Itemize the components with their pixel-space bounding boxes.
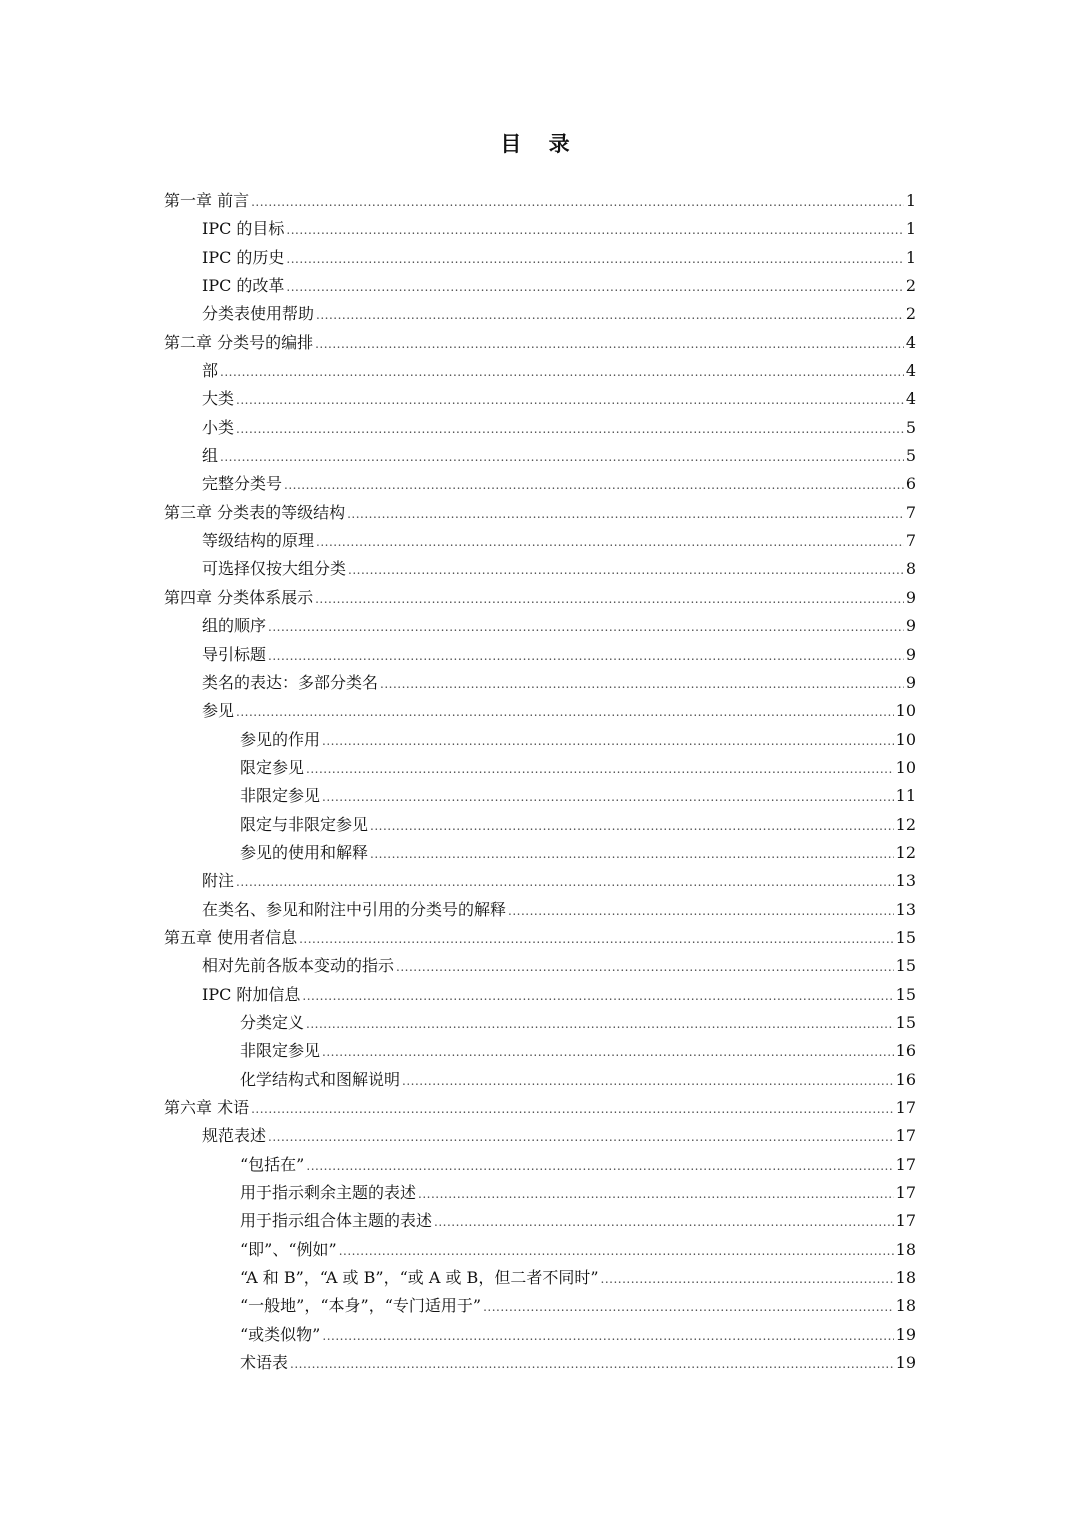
toc-page-number: 10 xyxy=(895,757,916,777)
toc-entry-label: 分类表使用帮助 xyxy=(202,304,315,324)
toc-page-number: 17 xyxy=(895,1183,916,1203)
toc-page-number: 19 xyxy=(895,1324,916,1344)
toc-page-number: 18 xyxy=(895,1296,916,1316)
toc-page-number: 2 xyxy=(905,304,916,324)
toc-dot-leader xyxy=(339,1237,894,1265)
toc-dot-leader xyxy=(316,301,904,329)
toc-entry-label: 规范表述 xyxy=(202,1126,267,1146)
toc-entry-label: 完整分类号 xyxy=(202,474,283,494)
toc-section-entry[interactable] xyxy=(164,244,916,272)
toc-entry-label: “A 和 B”，“A 或 B”，“或 A 或 B，但二者不同时” xyxy=(240,1268,599,1288)
toc-dot-leader xyxy=(268,642,904,670)
toc-page-number: 11 xyxy=(895,786,916,806)
toc-page-number: 8 xyxy=(905,559,916,579)
toc-subsection-entry[interactable] xyxy=(164,1207,916,1235)
toc-dot-leader xyxy=(299,925,894,953)
toc-dot-leader xyxy=(316,528,904,556)
toc-entry-label: 小类 xyxy=(202,417,235,437)
toc-dot-leader xyxy=(322,783,894,811)
toc-page-number: 12 xyxy=(895,814,916,834)
toc-page-number: 18 xyxy=(895,1268,916,1288)
toc-entry-label: 分类定义 xyxy=(240,1012,305,1032)
toc-chapter-entry[interactable] xyxy=(164,1094,916,1122)
toc-section-entry[interactable] xyxy=(164,612,916,640)
toc-dot-leader xyxy=(286,216,903,244)
toc-chapter-entry[interactable] xyxy=(164,187,916,215)
toc-section-entry[interactable] xyxy=(164,300,916,328)
toc-section-entry[interactable] xyxy=(164,215,916,243)
toc-dot-leader xyxy=(434,1208,894,1236)
toc-page-number: 19 xyxy=(895,1353,916,1373)
toc-dot-leader xyxy=(348,556,904,584)
toc-page-number: 2 xyxy=(905,276,916,296)
toc-dot-leader xyxy=(306,755,894,783)
toc-page-number: 7 xyxy=(905,531,916,551)
toc-entry-label: 附注 xyxy=(202,871,235,891)
toc-dot-leader xyxy=(268,613,904,641)
toc-dot-leader xyxy=(286,273,903,301)
toc-section-entry[interactable] xyxy=(164,357,916,385)
toc-page-number: 5 xyxy=(905,417,916,437)
toc-entry-label: 参见的使用和解释 xyxy=(240,842,369,862)
toc-section-entry[interactable] xyxy=(164,272,916,300)
toc-section-entry[interactable] xyxy=(164,896,916,924)
toc-page-number: 4 xyxy=(905,389,916,409)
toc-dot-leader xyxy=(306,1010,894,1038)
toc-dot-leader xyxy=(483,1293,894,1321)
table-of-contents xyxy=(164,187,916,1377)
toc-entry-label: 第五章 使用者信息 xyxy=(164,927,298,947)
toc-section-entry[interactable] xyxy=(164,867,916,895)
toc-entry-label: “包括在” xyxy=(240,1154,305,1174)
toc-page-number: 18 xyxy=(895,1239,916,1259)
toc-page-number: 13 xyxy=(895,899,916,919)
toc-dot-leader xyxy=(251,188,904,216)
toc-entry-label: 第六章 术语 xyxy=(164,1098,250,1117)
toc-page-number: 15 xyxy=(895,927,916,947)
toc-entry-label: IPC 的历史 xyxy=(202,247,285,267)
toc-entry-label: 非限定参见 xyxy=(240,1041,321,1061)
toc-subsection-entry[interactable] xyxy=(164,1037,916,1065)
toc-entry-label: 第三章 分类表的等级结构 xyxy=(164,502,346,522)
toc-page-number: 16 xyxy=(895,1041,916,1061)
toc-subsection-entry[interactable] xyxy=(164,1009,916,1037)
toc-page-number: 5 xyxy=(905,446,916,466)
toc-entry-label: 等级结构的原理 xyxy=(202,531,315,551)
toc-dot-leader xyxy=(236,415,904,443)
toc-section-entry[interactable] xyxy=(164,385,916,413)
toc-dot-leader xyxy=(396,953,894,981)
toc-subsection-entry[interactable] xyxy=(164,726,916,754)
toc-subsection-entry[interactable] xyxy=(164,1179,916,1207)
toc-dot-leader xyxy=(302,982,893,1010)
toc-page-number: 4 xyxy=(905,332,916,352)
toc-entry-label: 术语表 xyxy=(240,1353,289,1373)
toc-dot-leader xyxy=(220,443,904,471)
toc-page-number: 16 xyxy=(895,1069,916,1089)
toc-section-entry[interactable] xyxy=(164,555,916,583)
toc-dot-leader xyxy=(284,471,904,499)
toc-dot-leader xyxy=(418,1180,894,1208)
toc-dot-leader xyxy=(402,1067,894,1095)
toc-page-number: 10 xyxy=(895,701,916,721)
toc-page-number: 7 xyxy=(905,502,916,522)
toc-entry-label: 相对先前各版本变动的指示 xyxy=(202,956,395,976)
toc-dot-leader xyxy=(370,812,894,840)
toc-subsection-entry[interactable] xyxy=(164,754,916,782)
toc-page-number: 17 xyxy=(895,1154,916,1174)
toc-entry-label: 化学结构式和图解说明 xyxy=(240,1069,401,1089)
toc-subsection-entry[interactable] xyxy=(164,1236,916,1264)
toc-section-entry[interactable] xyxy=(164,414,916,442)
toc-entry-label: IPC 的改革 xyxy=(202,276,285,296)
toc-dot-leader xyxy=(315,585,904,613)
toc-entry-label: 参见的作用 xyxy=(240,729,321,749)
toc-dot-leader xyxy=(268,1123,894,1151)
toc-section-entry[interactable] xyxy=(164,527,916,555)
toc-section-entry[interactable] xyxy=(164,952,916,980)
toc-dot-leader xyxy=(220,358,904,386)
toc-dot-leader xyxy=(251,1095,894,1123)
toc-section-entry[interactable] xyxy=(164,981,916,1009)
toc-entry-label: 组的顺序 xyxy=(202,616,267,636)
toc-entry-label: 可选择仅按大组分类 xyxy=(202,559,347,579)
toc-entry-label: 部 xyxy=(202,361,219,381)
toc-entry-label: 限定与非限定参见 xyxy=(240,814,369,834)
toc-chapter-entry[interactable] xyxy=(164,499,916,527)
toc-entry-label: 用于指示剩余主题的表述 xyxy=(240,1183,417,1203)
toc-entry-label: 第一章 前言 xyxy=(164,191,250,210)
toc-entry-label: IPC 的目标 xyxy=(202,219,285,239)
toc-page-number: 17 xyxy=(895,1098,916,1117)
toc-subsection-entry[interactable] xyxy=(164,782,916,810)
toc-page-number: 9 xyxy=(905,616,916,636)
toc-entry-label: 限定参见 xyxy=(240,757,305,777)
toc-page-number: 4 xyxy=(905,361,916,381)
toc-dot-leader xyxy=(286,245,903,273)
toc-subsection-entry[interactable] xyxy=(164,1321,916,1349)
toc-entry-label: 在类名、参见和附注中引用的分类号的解释 xyxy=(202,899,507,919)
toc-dot-leader xyxy=(236,868,894,896)
toc-entry-label: 组 xyxy=(202,446,219,466)
toc-page-number: 1 xyxy=(905,219,916,239)
toc-page-number: 1 xyxy=(905,191,916,210)
toc-entry-label: 第二章 分类号的编排 xyxy=(164,332,314,352)
toc-chapter-entry[interactable] xyxy=(164,584,916,612)
toc-entry-label: 用于指示组合体主题的表述 xyxy=(240,1211,433,1231)
toc-chapter-entry[interactable] xyxy=(164,924,916,952)
toc-subsection-entry[interactable] xyxy=(164,1066,916,1094)
toc-entry-label: “一般地”，“本身”，“专门适用于” xyxy=(240,1296,482,1316)
toc-entry-label: 第四章 分类体系展示 xyxy=(164,587,314,607)
toc-entry-label: 非限定参见 xyxy=(240,786,321,806)
toc-entry-label: 导引标题 xyxy=(202,644,267,664)
toc-section-entry[interactable] xyxy=(164,697,916,725)
toc-dot-leader xyxy=(347,500,904,528)
toc-dot-leader xyxy=(315,330,904,358)
toc-section-entry[interactable] xyxy=(164,442,916,470)
toc-section-entry[interactable] xyxy=(164,641,916,669)
toc-dot-leader xyxy=(322,1322,893,1350)
toc-dot-leader xyxy=(601,1265,894,1293)
toc-subsection-entry[interactable] xyxy=(164,1349,916,1377)
toc-page-number: 15 xyxy=(895,956,916,976)
toc-dot-leader xyxy=(236,698,894,726)
toc-page-number: 9 xyxy=(905,644,916,664)
toc-dot-leader xyxy=(380,670,904,698)
toc-dot-leader xyxy=(322,1038,894,1066)
toc-page-number: 6 xyxy=(905,474,916,494)
toc-page-number: 17 xyxy=(895,1126,916,1146)
toc-entry-label: “或类似物” xyxy=(240,1324,321,1344)
toc-entry-label: 大类 xyxy=(202,389,235,409)
toc-dot-leader xyxy=(508,897,894,925)
toc-entry-label: “即”、“例如” xyxy=(240,1239,337,1259)
toc-dot-leader xyxy=(370,840,894,868)
toc-subsection-entry[interactable] xyxy=(164,811,916,839)
toc-page-number: 13 xyxy=(895,871,916,891)
toc-subsection-entry[interactable] xyxy=(164,1151,916,1179)
page-title: 目 录 xyxy=(500,131,580,156)
toc-dot-leader xyxy=(290,1350,894,1378)
toc-section-entry[interactable] xyxy=(164,470,916,498)
toc-page-number: 12 xyxy=(895,842,916,862)
toc-page-number: 17 xyxy=(895,1211,916,1231)
toc-entry-label: 类名的表达：多部分类名 xyxy=(202,672,379,692)
toc-entry-label: 参见 xyxy=(202,701,235,721)
toc-page-number: 15 xyxy=(895,1012,916,1032)
toc-subsection-entry[interactable] xyxy=(164,1292,916,1320)
toc-subsection-entry[interactable] xyxy=(164,1264,916,1292)
toc-section-entry[interactable] xyxy=(164,1122,916,1150)
toc-page-number: 15 xyxy=(895,984,916,1004)
toc-subsection-entry[interactable] xyxy=(164,839,916,867)
toc-page-number: 1 xyxy=(905,247,916,267)
toc-dot-leader xyxy=(322,727,894,755)
toc-dot-leader xyxy=(236,386,904,414)
toc-section-entry[interactable] xyxy=(164,669,916,697)
toc-page-number: 9 xyxy=(905,672,916,692)
toc-page-number: 10 xyxy=(895,729,916,749)
toc-chapter-entry[interactable] xyxy=(164,329,916,357)
toc-dot-leader xyxy=(306,1152,893,1180)
toc-entry-label: IPC 附加信息 xyxy=(202,984,301,1004)
toc-page-number: 9 xyxy=(905,587,916,607)
